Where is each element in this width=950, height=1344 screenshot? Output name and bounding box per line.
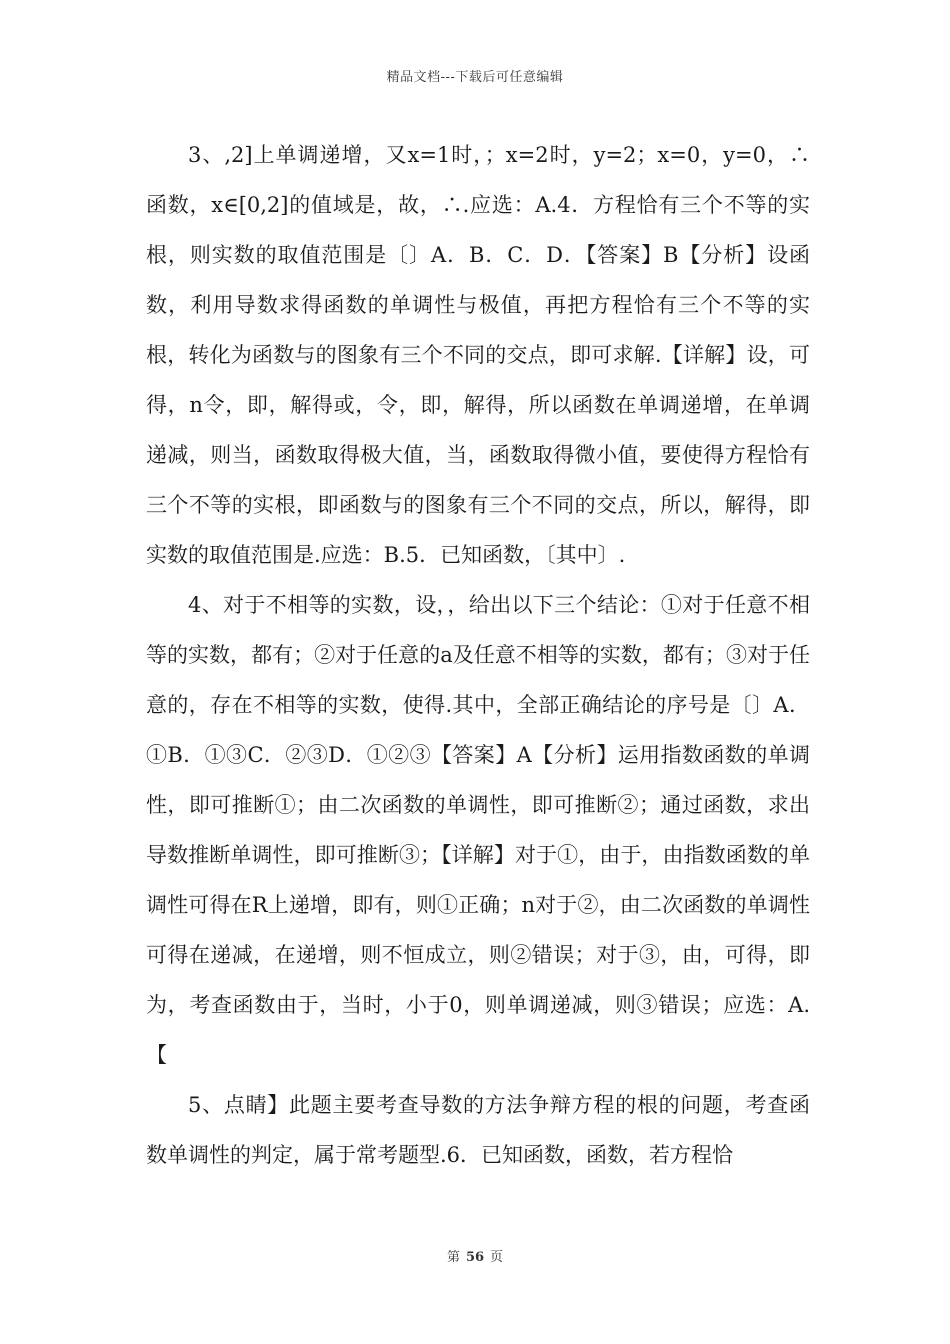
footer-suffix: 页 (490, 1250, 504, 1265)
header-text: 精品文档---下载后可任意编辑 (386, 70, 564, 85)
page-number: 56 (465, 1250, 485, 1265)
document-body (146, 130, 810, 1180)
paragraph-3: 3、,2]上单调递增，又x=1时，；x=2时，y=2；x=0，y=0，∴函数，x∈[0,2]的值域是，故，∴.应选：A.4．方程恰有三个不等的实根，则实数的取值范围是〔〕A．B．C．D．【答案】B【分析】设函数，利用导数求得函数的单调性与极值，再把方程恰有三个不等的实根，转化为函数与的图象有三个不同的交点，即可求解.【详解】设，可得，n令，即，解得或，令，即，解得，所以函数在单调递增，在单调递减，则当，函数取得极大值，当，函数取得微小值，要使得方程恰有三个不等的实根，即函数与的图象有三个不同的交点，所以，解得，即实数的取值范围是.应选：B.5．已知函数，〔其中〕. (146, 143, 810, 567)
paragraph-4: 4、对于不相等的实数，设，，给出以下三个结论：①对于任意不相等的实数，都有；②对于任意的a及任意不相等的实数，都有；③对于任意的，存在不相等的实数，使得.其中，全部正确结论的序号是〔〕A．①B．①③C．②③D．①②③【答案】A【分析】运用指数函数的单调性，即可推断①；由二次函数的单调性，即可推断②；通过函数，求出导数推断单调性，即可推断③；【详解】对于①，由于，由指数函数的单调性可得在R上递增，即有，则①正确；n对于②，由二次函数的单调性可得在递减，在递增，则不恒成立，则②错误；对于③，由，可得，即为，考查函数由于，当时，小于0，则单调递减，则③错误；应选：A.【 (146, 593, 810, 1067)
page-footer (0, 1246, 950, 1265)
page-header (0, 66, 950, 85)
footer-prefix: 第 (446, 1250, 460, 1265)
paragraph-5: 5、点睛】此题主要考查导数的方法争辩方程的根的问题，考查函数单调性的判定，属于常考题型.6．已知函数，函数，若方程恰 (146, 1093, 810, 1167)
